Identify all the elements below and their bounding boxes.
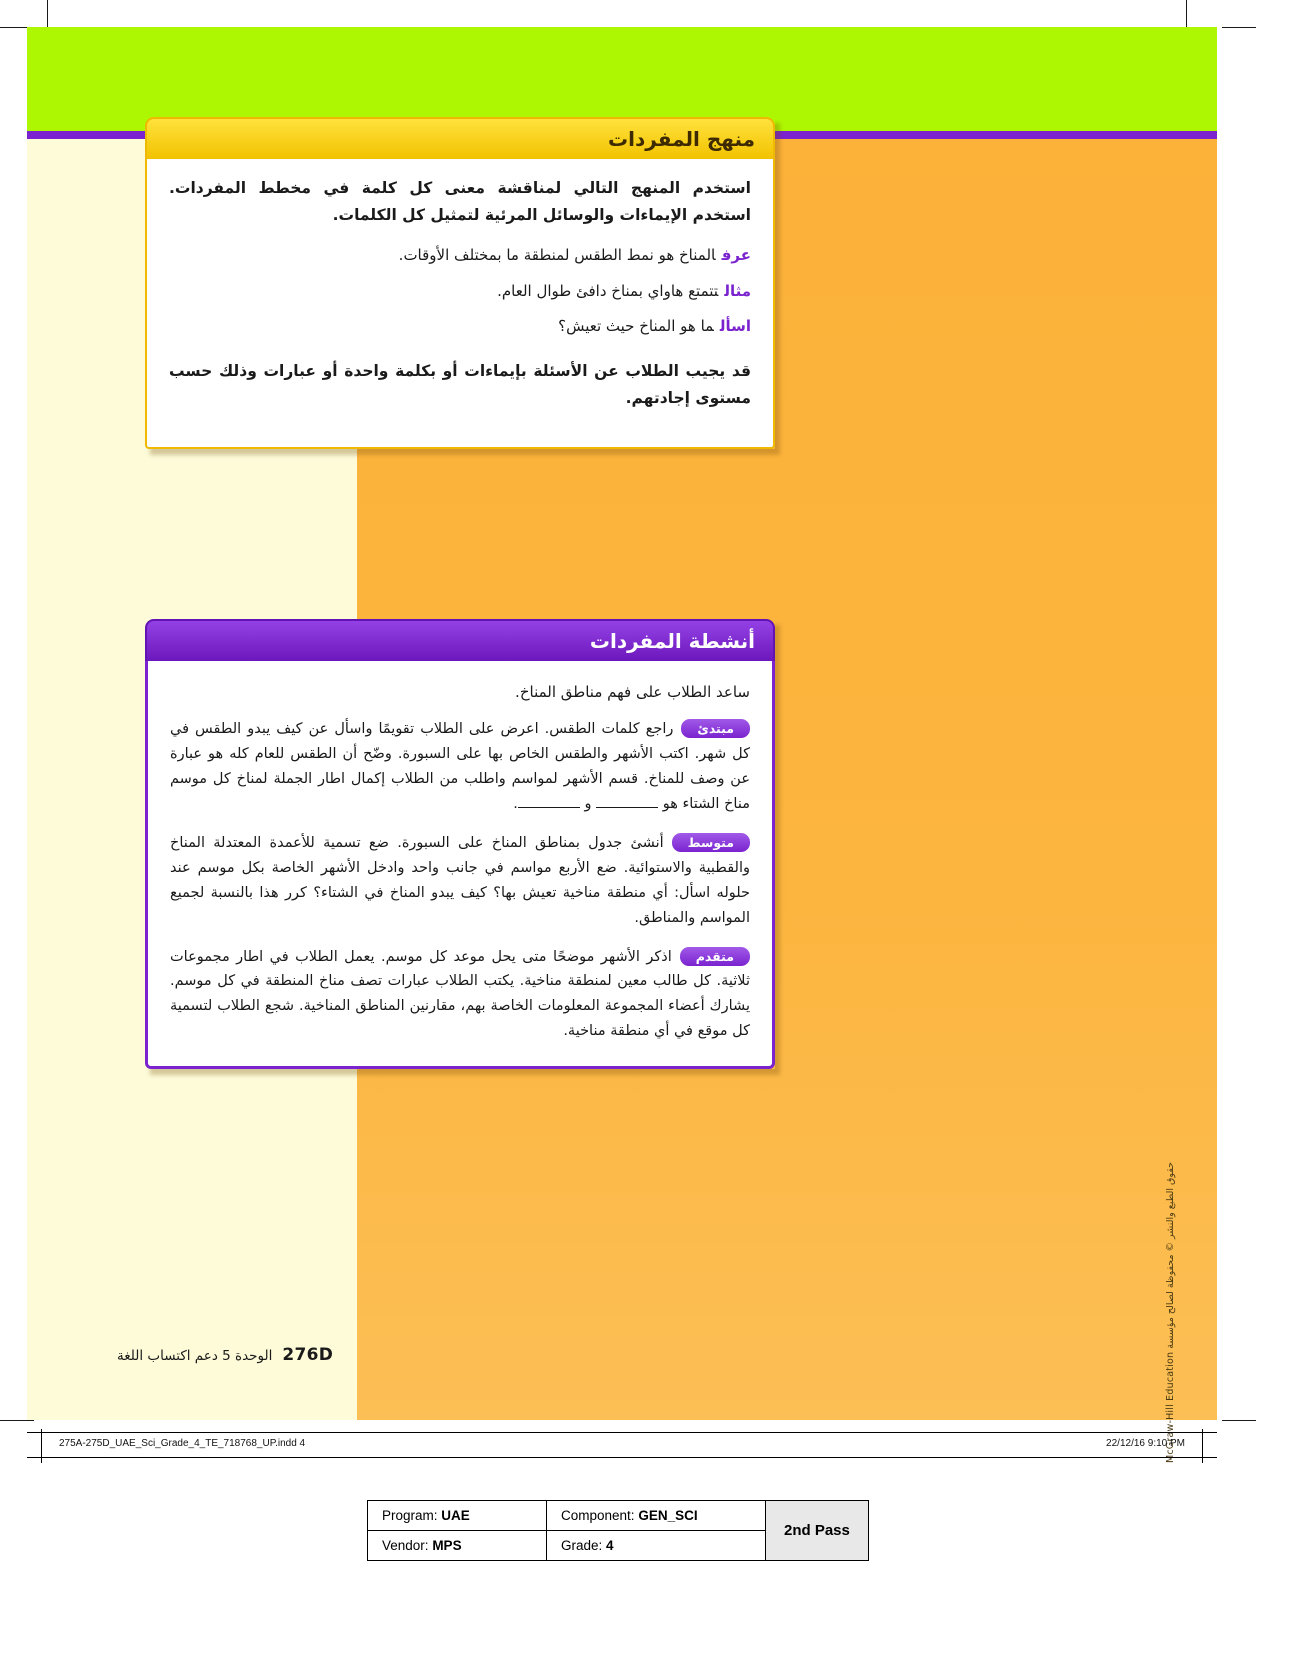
textbook-page bbox=[27, 27, 1217, 1420]
job-ticket-vendor-label: Vendor: bbox=[382, 1538, 429, 1553]
page-number: 276D bbox=[282, 1345, 334, 1365]
job-ticket-component-label: Component: bbox=[561, 1508, 635, 1523]
vocabulary-approach-intro: استخدم المنهج التالي لمناقشة معنى كل كلمة في مخطط المفردات. استخدم الإيماءات والوسائل المرئية لتمثيل كل الكلمات. bbox=[169, 179, 751, 225]
vocabulary-define-line bbox=[169, 243, 751, 269]
job-ticket-grade-label: Grade: bbox=[561, 1538, 603, 1553]
vocabulary-ask-text: ما هو المناخ حيث تعيش؟ bbox=[558, 317, 714, 336]
vocabulary-example-text: تتمتع هاواي بمناخ دافئ طوال العام. bbox=[497, 281, 719, 300]
vocabulary-activities-body bbox=[145, 661, 775, 1069]
level-badge-intermediate: متوسط bbox=[672, 833, 750, 852]
crop-mark-top-right-h bbox=[1222, 27, 1256, 28]
page-header-green-band bbox=[27, 27, 1217, 131]
vocabulary-ask-line bbox=[169, 314, 751, 340]
imprint-filename: 275A-275D_UAE_Sci_Grade_4_TE_718768_UP.indd 4 bbox=[59, 1438, 306, 1449]
level-text-intermediate: أنشئ جدول بمناطق المناخ على السبورة. ضع تسمية للأعمدة المعتدلة المناخ والقطبية والاستوائية. ضع الأربع مواسم في جانب واحد وادخل الأشهر الخاصة بكل موسم عند حلوله اسأل: أي منطقة مناخية تعيش بها؟ كيف يبدو المناخ في الشتاء؟ كرر هذا بالنسبة لجميع المواسم والمناطق. bbox=[170, 834, 750, 926]
vocabulary-example-tag: مثال bbox=[724, 281, 751, 300]
job-ticket-program-value: UAE bbox=[441, 1508, 470, 1523]
vocabulary-activities-panel bbox=[145, 619, 775, 1069]
job-ticket-vendor-cell bbox=[368, 1531, 547, 1561]
job-ticket-vendor-value: MPS bbox=[432, 1538, 462, 1553]
level-block-intermediate bbox=[170, 831, 750, 931]
crop-mark-bottom-left-h bbox=[0, 1420, 34, 1421]
job-ticket-component-value: GEN_SCI bbox=[638, 1508, 698, 1523]
vocabulary-approach-panel bbox=[145, 117, 775, 449]
vocabulary-example-line bbox=[169, 279, 751, 305]
imprint-tick-right bbox=[1202, 1429, 1203, 1463]
job-ticket-program-label: Program: bbox=[382, 1508, 438, 1523]
vocabulary-approach-note: قد يجيب الطلاب عن الأسئلة بإيماءات أو بكلمة واحدة أو عبارات وذلك حسب مستوى إجادتهم. bbox=[169, 361, 751, 407]
copyright-notice bbox=[1165, 1162, 1176, 1184]
chapter-label: الوحدة 5 دعم اكتساب اللغة bbox=[117, 1348, 273, 1364]
level-text-advanced: اذكر الأشهر موضحًا متى يحل موعد كل موسم. يعمل الطلاب في اطار مجموعات ثلاثية. كل طالب معين لمنطقة مناخية. يكتب الطلاب عبارات تصف مناخ المنطقة في كل موسم. يشارك أعضاء المجموعة المعلومات الخاصة بهم، مقارنين المناطق المناخية. شجع الطلاب لتسمية كل موقع في أي منطقة مناخية. bbox=[170, 948, 750, 1040]
level-text-beginning-tail: . bbox=[513, 795, 518, 812]
imprint-bar bbox=[27, 1432, 1217, 1458]
level-badge-beginning: مبتدئ bbox=[681, 719, 750, 738]
vocabulary-define-tag: عرف bbox=[721, 246, 751, 265]
job-ticket-row-1 bbox=[368, 1501, 869, 1531]
vocabulary-activities-title: أنشطة المفردات bbox=[589, 629, 755, 653]
imprint-datetime: 22/12/16 9:10 PM bbox=[1106, 1438, 1185, 1449]
job-ticket-pass-cell: 2nd Pass bbox=[766, 1501, 869, 1561]
crop-mark-bottom-right-h bbox=[1222, 1420, 1256, 1421]
vocabulary-activities-intro: ساعد الطلاب على فهم مناطق المناخ. bbox=[515, 683, 750, 701]
job-ticket-component-cell bbox=[547, 1501, 766, 1531]
vocabulary-activities-header bbox=[145, 619, 775, 661]
vocabulary-approach-title: منهج المفردات bbox=[608, 127, 755, 151]
level-badge-advanced: متقدم bbox=[680, 947, 750, 966]
page-footer bbox=[117, 1345, 357, 1365]
level-text-beginning-conj: و bbox=[584, 795, 592, 812]
fill-blank-1 bbox=[596, 795, 658, 808]
job-ticket-grade-cell bbox=[547, 1531, 766, 1561]
job-ticket-table bbox=[367, 1500, 869, 1561]
job-ticket-program-cell bbox=[368, 1501, 547, 1531]
fill-blank-2 bbox=[518, 795, 580, 808]
imprint-tick-left bbox=[41, 1429, 42, 1463]
vocabulary-approach-header bbox=[145, 117, 775, 159]
vocabulary-approach-body bbox=[145, 159, 775, 449]
level-text-beginning bbox=[170, 717, 750, 817]
level-text-beginning-part1: راجع كلمات الطقس. اعرض على الطلاب تقويمًا واسأل عن كيف يبدو الطقس في كل شهر. اكتب الأشهر والطقس الخاص بها على السبورة. وضّح أن الطقس للعام كله هو عبارة عن وصف للمناخ. قسم الأشهر لمواسم واطلب من الطلاب إكمال اطار الجملة لمناخ كل موسم مناخ الشتاء هو bbox=[170, 721, 750, 812]
vocabulary-define-text: المناخ هو نمط الطقس لمنطقة ما بمختلف الأوقات. bbox=[398, 246, 716, 265]
level-block-advanced bbox=[170, 945, 750, 1045]
job-ticket-grade-value: 4 bbox=[606, 1538, 614, 1553]
vocabulary-ask-tag: اسأل bbox=[719, 317, 751, 336]
level-block-beginning bbox=[170, 717, 750, 817]
